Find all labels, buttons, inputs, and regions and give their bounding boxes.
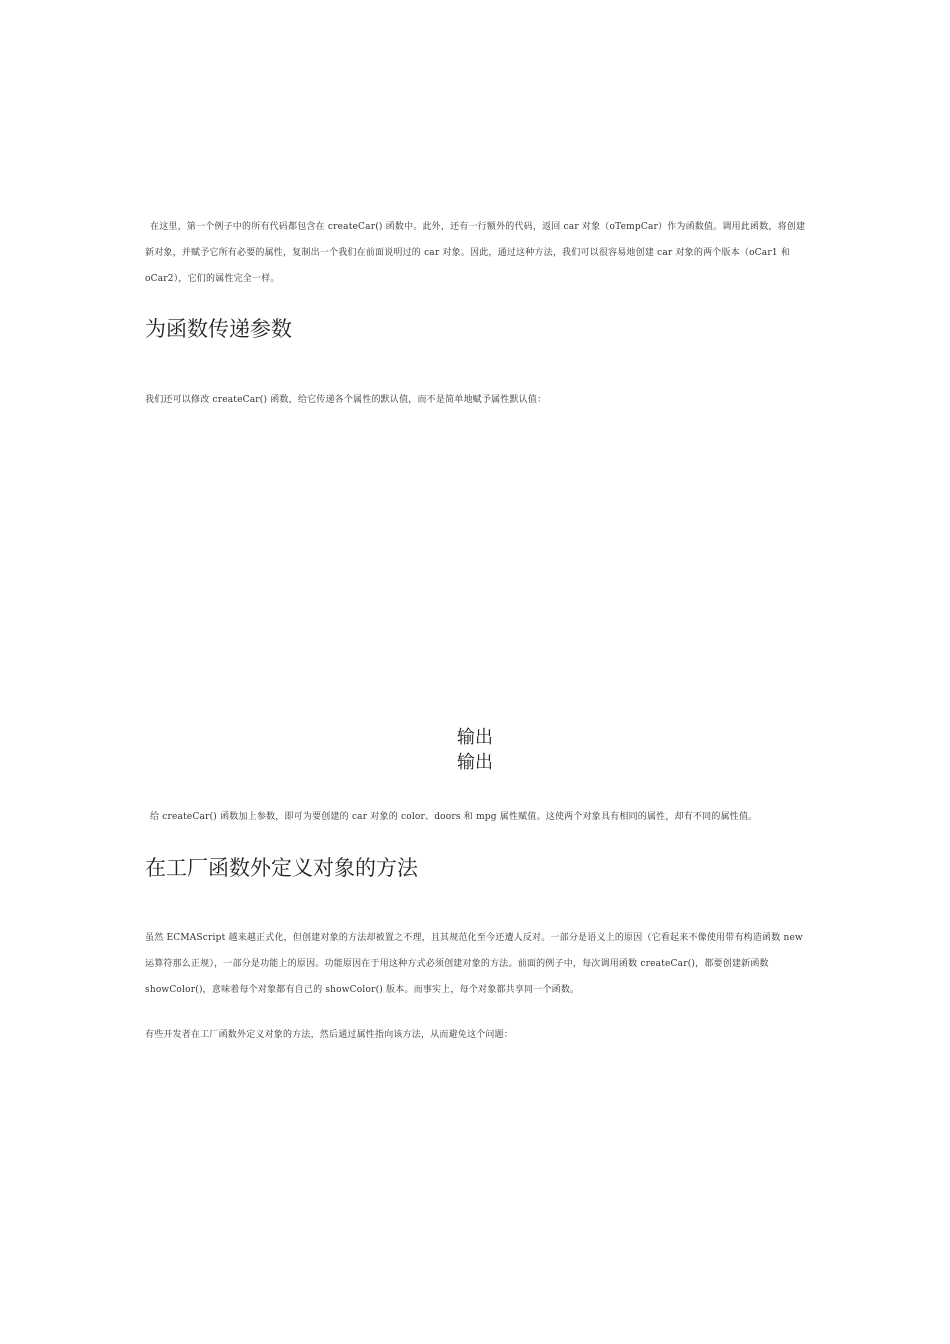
output-label-2: 输出 xyxy=(457,752,493,773)
paragraph-intro: 在这里，第一个例子中的所有代码都包含在 createCar() 函数中。此外，还有一行额外的代码，返回 car 对象（oTempCar）作为函数值。调用此函数，将创建新对象，并赋予它所有必要的属性，复制出一个我们在前面说明过的 car 对象。因此，通过这种方法，我们可以很容易地创建 car 对象的两个版本（oCar1 和 oCar2），它们的属性完全一样。 xyxy=(145,222,806,284)
section-heading-methods-outside-factory: 在工厂函数外定义对象的方法 xyxy=(145,856,418,880)
paragraph-modify-createcar: 我们还可以修改 createCar() 函数，给它传递各个属性的默认值，而不是简单地赋予属性默认值： xyxy=(145,395,547,405)
section-heading-pass-parameters: 为函数传递参数 xyxy=(145,317,292,341)
paragraph-parameters-result: 给 createCar() 函数加上参数，即可为要创建的 car 对象的 color、doors 和 mpg 属性赋值。这使两个对象具有相同的属性，却有不同的属性值。 xyxy=(150,812,758,822)
output-label-1: 输出 xyxy=(457,727,493,748)
paragraph-solution-intro: 有些开发者在工厂函数外定义对象的方法，然后通过属性指向该方法，从而避免这个问题： xyxy=(145,1030,514,1040)
paragraph-ecmascript-problem: 虽然 ECMAScript 越来越正式化，但创建对象的方法却被置之不理，且其规范化至今还遭人反对。一部分是语义上的原因（它看起来不像使用带有构造函数 new 运算符那么正规），一部分是功能上的原因。功能原因在于用这种方式必须创建对象的方法。前面的例子中，每次调用函数 createCar()，都要创建新函数 showColor()，意味着每个对象都有自己的 showColor() 版本。而事实上，每个对象都共享同一个函数。 xyxy=(145,933,803,995)
